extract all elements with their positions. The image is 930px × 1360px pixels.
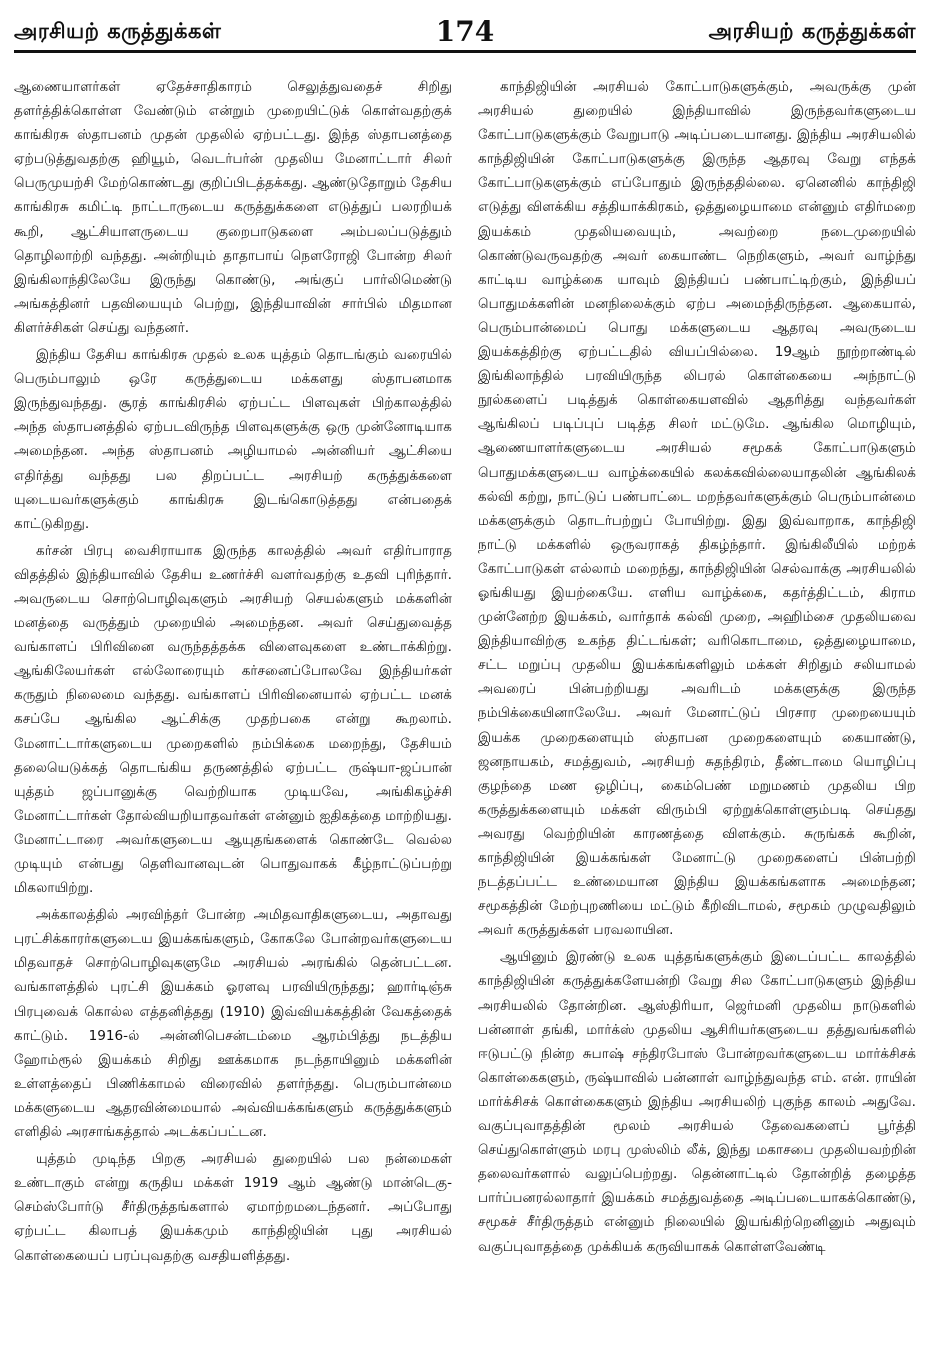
right-column [478,75,916,1350]
paragraph: காந்திஜியின் அரசியல் கோட்பாடுகளுக்கும், அவருக்கு முன் அரசியல் துறையில் இந்தியாவில் இருந்தவர்களுடைய கோட்பாடுகளுக்கும் வேறுபாடு அடிப்படையானது. இந்திய அரசியலில் காந்திஜியின் கோட்பாடுகளுக்கு இருந்த ஆதரவு வேறு எந்தக் கோட்பாடுகளுக்கும் எப்போதும் இருந்ததில்லை. ஏனெனில் காந்திஜி எடுத்து விளக்கிய சத்தியாக்கிரகம், ஒத்துழையாமை என்னும் எதிர்மறை இயக்கம் முதலியவையும், அவற்றை நடைமுறையில் கொண்டுவருவதற்கு அவர் கையாண்ட நெறிகளும், அவர் வாழ்ந்து காட்டிய வாழ்க்கை யாவும் இந்தியப் பண்பாட்டிற்கும், இந்தியப் பொதுமக்களின் மனநிலைக்கும் ஏற்ப அமைந்திருந்தன. ஆகையால், பெரும்பான்மைப் பொது மக்களுடைய ஆதரவு அவருடைய இயக்கத்திற்கு ஏற்பட்டதில் வியப்பில்லை. 19ஆம் நூற்றாண்டில் இங்கிலாந்தில் பரவியிருந்த லிபரல் கொள்கையை அந்நாட்டு நூல்களைப் படித்துக் கொள்கையளவில் ஆதரித்து வந்தவர்கள் ஆங்கிலப் படிப்புப் படித்த சிலர் மட்டுமே. ஆங்கில மொழியும், ஆணையாளர்களுடைய அரசியல் சமூகக் கோட்பாடுகளும் பொதுமக்களுடைய வாழ்க்கையில் கலக்கவில்லையாதலின் ஆங்கிலக் கல்வி கற்று, நாட்டுப் பண்பாட்டை மறந்தவர்களுக்கும் பெரும்பான்மை மக்களுக்கும் தொடர்பற்றுப் போயிற்று. இது இவ்வாறாக, காந்திஜி நாட்டு மக்களில் ஒருவராகத் திகழ்ந்தார். இங்கிலீயில் மற்றக் கோட்பாடுகள் எல்லாம் மறைந்து, காந்திஜியின் செல்வாக்கு அரசியலில் ஓங்கியது இயற்கையே. எளிய வாழ்க்கை, கதர்த்திட்டம், கிராம முன்னேற்ற இயக்கம், வார்தாக் கல்வி முறை, அஹிம்சை முதலியவை இந்தியாவிற்கு உகந்த திட்டங்கள்; வரிகொடாமை, ஒத்துழையாமை, சட்ட மறுப்பு முதலிய இயக்கங்களிலும் மக்கள் சிறிதும் சலியாமல் அவரைப் பின்பற்றியது அவரிடம் மக்களுக்கு இருந்த நம்பிக்கையினாலேயே. அவர் மேனாட்டுப் பிரசார முறையையும் இயக்க முறைகளையும் ஸ்தாபன முறைகளையும் கையாண்டு, ஜனநாயகம், சமத்துவம், அரசியற் சுதந்திரம், தீண்டாமை யொழிப்பு குழந்தை மண ஒழிப்பு, கைம்பெண் மறுமணம் முதலிய பிற கருத்துக்களையும் மக்கள் விரும்பி ஏற்றுக்கொள்ளும்படி செய்தது அவரது வெற்றியின் காரணத்தை விளக்கும். சுருங்கக் கூறின், காந்திஜியின் இயக்கங்கள் மேனாட்டு முறைகளைப் பின்பற்றி நடத்தப்பட்ட உண்மையான இந்திய இயக்கங்களாக அமைந்தன; சமூகத்தின் மேற்புறணியை மட்டும் கீறிவிடாமல், சமூகம் முழுவதிலும் அவர் கருத்துக்கள் பரவலாயின. [478,79,916,939]
page-number: 174 [435,15,495,48]
paragraph: இந்திய தேசிய காங்கிரசு முதல் உலக யுத்தம் தொடங்கும் வரையில் பெரும்பாலும் ஒரே கருத்துடைய மக்களது ஸ்தாபனமாக இருந்துவந்தது. சூரத் காங்கிரசில் ஏற்பட்ட பிளவுகள் பிற்காலத்தில் அந்த ஸ்தாபனத்தில் ஏற்படவிருந்த பிளவுகளுக்கு ஒரு முன்னோடியாக அமைந்தன. அந்த ஸ்தாபனம் அழியாமல் அன்னியர் ஆட்சியை எதிர்த்து வந்தது பல திறப்பட்ட அரசியற் கருத்துக்களை யுடையவர்களுக்கும் காங்கிரசு இடங்கொடுத்தது என்பதைக் காட்டுகிறது. [14,347,452,532]
paragraph: கர்சன் பிரபு வைசிராயாக இருந்த காலத்தில் அவர் எதிர்பாராத விதத்தில் இந்தியாவில் தேசிய உணர்ச்சி வளர்வதற்கு உதவி புரிந்தார். அவருடைய சொற்பொழிவுகளும் அரசியற் செயல்களும் மக்களின் மனத்தை வருத்தும் முறையில் அமைந்தன. அவர் செய்துவைத்த வங்காளப் பிரிவினை வருந்தத்தக்க விளைவுகளை உண்டாக்கிற்று. ஆங்கிலேயர்கள் எல்லோரையும் கர்சனைப்போலவே இந்தியர்கள் கருதும் நிலைமை வந்தது. வங்காளப் பிரிவினையால் ஏற்பட்ட மனக் கசப்பே ஆங்கில ஆட்சிக்கு முதற்பகை என்று கூறலாம். மேனாட்டார்களுடைய முறைகளில் நம்பிக்கை மறைந்து, தேசியம் தலையெடுக்கத் தொடங்கிய தருணத்தில் ஏற்பட்ட ருஷ்யா-ஜப்பான் யுத்தம் ஜப்பானுக்கு வெற்றியாக முடியவே, அங்கிகழ்ச்சி மேனாட்டார்கள் தோல்வியறியாதவர்கள் என்னும் ஐதிகத்தை மாற்றியது. மேனாட்டாரை அவர்களுடைய ஆயுதங்களைக் கொண்டே வெல்ல முடியும் என்பது தெளிவானவுடன் பொதுவாகக் கீழ்நாட்டுப்பற்று மிகலாயிற்று. [14,542,452,897]
paragraph: யுத்தம் முடிந்த பிறகு அரசியல் துறையில் பல நன்மைகள் உண்டாகும் என்று கருதிய மக்கள் 1919 ஆம் ஆண்டு மான்டெகு-செம்ஸ்போர்டு சீர்திருத்தங்களால் ஏமாற்றமடைந்தனர். அப்போது ஏற்பட்ட கிலாபத் இயக்கமும் காந்திஜியின் புது அரசியல் கொள்கையைப் பரப்புவதற்கு வசதியளித்தது. [14,1151,452,1264]
page-header [14,10,916,53]
paragraph: ஆணையாளர்கள் ஏதேச்சாதிகாரம் செலுத்துவதைச் சிறிது தளர்த்திக்கொள்ள வேண்டும் என்றும் முறையிட்டுக் கொள்வதற்குக் காங்கிரசு ஸ்தாபனம் முதன் முதலில் ஏற்பட்டது. இந்த ஸ்தாபனத்தை ஏற்படுத்துவதற்கு ஹியூம், வெடர்பர்ன் முதலிய மேனாட்டார் சிலர் பெருமுயற்சி மேற்கொண்டது குறிப்பிடத்தக்கது. ஆண்டுதோறும் தேசிய காங்கிரசு கமிட்டி நாட்டாருடைய கருத்துக்களை எடுத்துப் பலரறியக் கூறி, ஆட்சியாளருடைய குறைபாடுகளை அம்பலப்படுத்தும் தொழிலாற்றி வந்தது. அன்றியும் தாதாபாய் நௌரோஜி போன்ற சிலர் இங்கிலாந்திலேயே இருந்து கொண்டு, அங்குப் பார்லிமெண்டு அங்கத்தினர் பதவியையும் பெற்று, இந்தியாவின் சார்பில் மிதமான கிளர்ச்சிகள் செய்து வந்தனர். [14,79,452,336]
running-head-left: அரசியற் கருத்துக்கள் [14,19,222,43]
running-head-right: அரசியற் கருத்துக்கள் [708,19,916,43]
page-body [14,75,916,1350]
paragraph: ஆயினும் இரண்டு உலக யுத்தங்களுக்கும் இடைப்பட்ட காலத்தில் காந்திஜியின் கருத்துக்களேயன்றி வேறு சில கோட்பாடுகளும் இந்திய அரசியலில் தோன்றின. ஆஸ்திரியா, ஜெர்மனி முதலிய நாடுகளில் பன்னாள் தங்கி, மார்க்ஸ் முதலிய ஆசிரியர்களுடைய தத்துவங்களில் ஈடுபட்டு நின்ற சுபாஷ் சந்திரபோஸ் போன்றவர்களுடைய மார்க்சிசக் கொள்கைகளும், ருஷ்யாவில் பன்னாள் வாழ்ந்துவந்த எம். என். ராயின் மார்க்சிசக் கொள்கைகளும் இந்திய அரசியலிற் புகுந்த காலம் அதுவே. வகுப்புவாதத்தின் மூலம் அரசியல் தேவைகளைப் பூர்த்தி செய்துகொள்ளும் மரபு முஸ்லிம் லீக், இந்து மகாசபை முதலியவற்றின் தலைவர்களால் வலுப்பெற்றது. தென்னாட்டில் தோன்றித் தழைத்த பார்ப்பனரல்லாதார் இயக்கம் சமத்துவத்தை அடிப்படையாகக்கொண்டு, சமூகச் சீர்திருத்தம் என்னும் நிலையில் இயங்கிற்றெனினும் அதுவும் வகுப்புவாதத்தை முக்கியக் கருவியாகக் கொள்ளவேண்டி [478,949,916,1255]
paragraph: அக்காலத்தில் அரவிந்தர் போன்ற அமிதவாதிகளுடைய, அதாவது புரட்சிக்காரர்களுடைய இயக்கங்களும், கோகலே போன்றவர்களுடைய மிதவாதச் சொற்பொழிவுகளுமே அரசியல் அரங்கில் தென்பட்டன. வங்காளத்தில் புரட்சி இயக்கம் ஓரளவு பரவியிருந்தது; ஹார்டிஞ்சு பிரபுவைக் கொல்ல எத்தனித்தது (1910) இவ்வியக்கத்தின் வேகத்தைக் காட்டும். 1916-ல் அன்னிபெசன்டம்மை ஆரம்பித்து நடத்திய ஹோம்ரூல் இயக்கம் சிறிது ஊக்கமாக நடந்தாயினும் மக்களின் உள்ளத்தைப் பிணிக்காமல் விரைவில் தளர்ந்தது. பெரும்பான்மை மக்களுடைய ஆதரவின்மையால் அவ்வியக்கங்களும் கருத்துக்களும் எளிதில் அரசாங்கத்தால் அடக்கப்பட்டன. [14,907,452,1141]
left-column [14,75,452,1350]
